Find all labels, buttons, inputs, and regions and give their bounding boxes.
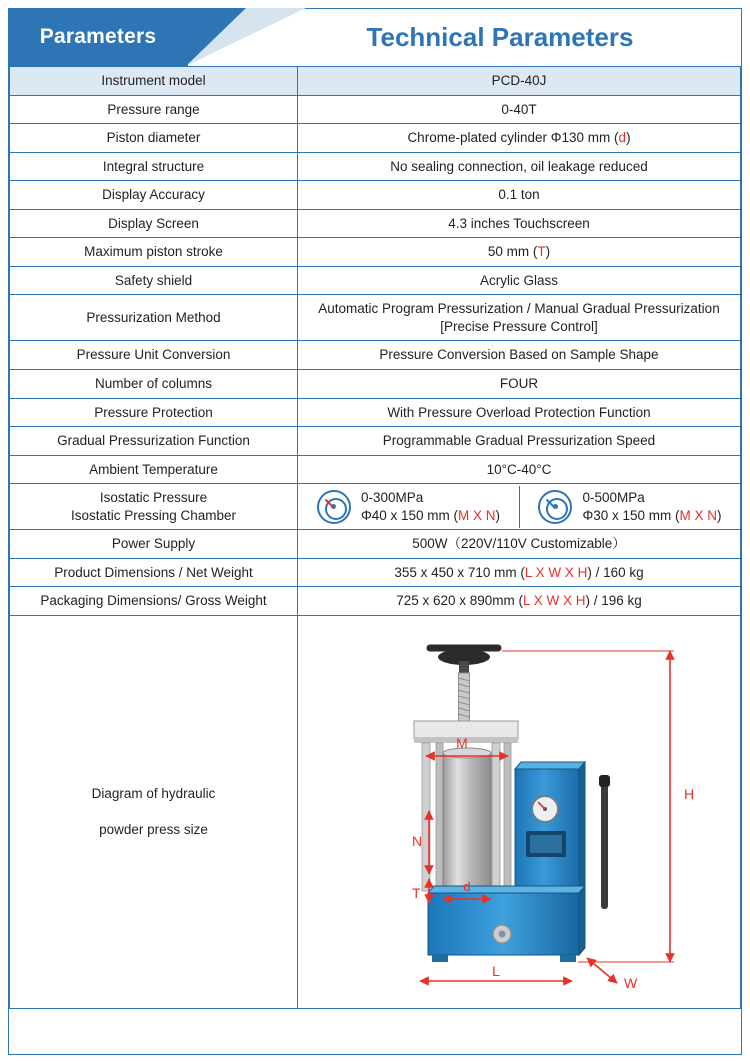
isostatic-option-line1: 0-500MPa: [582, 489, 645, 505]
row-label: Display Accuracy: [10, 181, 298, 210]
row-label-line1: Isostatic Pressure: [99, 490, 208, 506]
dimension-label-h: H: [684, 785, 695, 802]
isostatic-option-line1: 0-300MPa: [360, 489, 424, 505]
page-title-text: Technical Parameters: [366, 21, 634, 52]
row-value: No sealing connection, oil leakage reduced: [298, 152, 741, 181]
hydraulic-powder-press-diagram: [302, 621, 736, 1003]
row-value-post: ): [545, 244, 551, 260]
diagram-label-line1: Diagram of hydraulic: [91, 786, 216, 802]
dimension-label-n: N: [412, 832, 423, 849]
row-value-highlight: L X W X H: [524, 564, 588, 580]
row-value-post: ) / 160 kg: [587, 564, 644, 580]
line2-highlight: M X N: [458, 507, 496, 523]
row-label-line2: Isostatic Pressing Chamber: [70, 507, 237, 523]
row-value: Programmable Gradual Pressurization Speed: [298, 427, 741, 456]
line2-pre: Φ30 x 150 mm (: [582, 507, 680, 523]
line2-post: ): [717, 507, 722, 523]
row-label: Ambient Temperature: [10, 455, 298, 484]
row-value: 4.3 inches Touchscreen: [298, 209, 741, 238]
dimension-label-d: d: [463, 878, 471, 894]
diagram-label-line2: powder press size: [99, 821, 208, 837]
row-value-pre: Chrome-plated cylinder Φ130 mm (: [407, 130, 619, 146]
row-value-highlight: L X W X H: [523, 593, 586, 609]
pressure-gauge-icon: [538, 490, 572, 524]
row-label: Packaging Dimensions/ Gross Weight: [10, 587, 298, 616]
line2-post: ): [495, 507, 501, 523]
diagram-cell: [298, 615, 741, 1008]
row-value: FOUR: [298, 370, 741, 399]
gauge-center-dot: [331, 504, 336, 509]
dimension-label-m: M: [456, 734, 468, 751]
row-label: Pressure range: [10, 95, 298, 124]
row-label: Power Supply: [10, 530, 298, 559]
row-label: Pressure Protection: [10, 398, 298, 427]
dimension-label-l: L: [492, 962, 500, 979]
gauge-center-dot: [553, 504, 558, 509]
row-value-post: ) / 196 kg: [585, 593, 642, 609]
page-header: [8, 8, 742, 66]
row-value: Acrylic Glass: [298, 266, 741, 295]
row-label: Product Dimensions / Net Weight: [10, 558, 298, 587]
row-value: 500W（220V/110V Customizable）: [298, 530, 741, 559]
row-label: Number of columns: [10, 370, 298, 399]
dimension-label-w: W: [624, 974, 638, 991]
row-value: With Pressure Overload Protection Function: [298, 398, 741, 427]
row-value-line1: Automatic Program Pressurization / Manual Gradual Pressurization: [318, 301, 720, 317]
row-value-post: ): [626, 130, 631, 146]
line2-highlight: M X N: [679, 507, 718, 523]
row-value-pre: 50 mm (: [487, 244, 538, 260]
dimension-label-t: T: [412, 884, 421, 901]
row-value-highlight: T: [537, 244, 546, 260]
row-value-line2: [Precise Pressure Control]: [440, 318, 598, 334]
row-value: Pressure Conversion Based on Sample Shape: [298, 341, 741, 370]
line2-pre: Φ40 x 150 mm (: [360, 507, 459, 523]
row-value-highlight: d: [618, 130, 627, 146]
row-value-pre: 725 x 620 x 890mm (: [396, 593, 524, 609]
header-tab-label: Parameters: [39, 25, 157, 48]
row-value: PCD-40J: [298, 67, 741, 96]
row-value: 10°C-40°C: [298, 455, 741, 484]
header-tab: [8, 8, 188, 66]
row-label: Instrument model: [10, 67, 298, 96]
row-value: 0.1 ton: [298, 181, 741, 210]
pressure-gauge-icon: [317, 490, 351, 524]
page-title: [258, 8, 742, 66]
row-label: Pressure Unit Conversion: [10, 341, 298, 370]
row-label: Integral structure: [10, 152, 298, 181]
row-label: Safety shield: [10, 266, 298, 295]
row-value: 0-40T: [298, 95, 741, 124]
row-label: Maximum piston stroke: [10, 238, 298, 267]
row-value-pre: 355 x 450 x 710 mm (: [394, 564, 525, 580]
row-label: Display Screen: [10, 209, 298, 238]
row-label: Piston diameter: [10, 124, 298, 153]
row-label: Pressurization Method: [10, 295, 298, 341]
row-label: Gradual Pressurization Function: [10, 427, 298, 456]
